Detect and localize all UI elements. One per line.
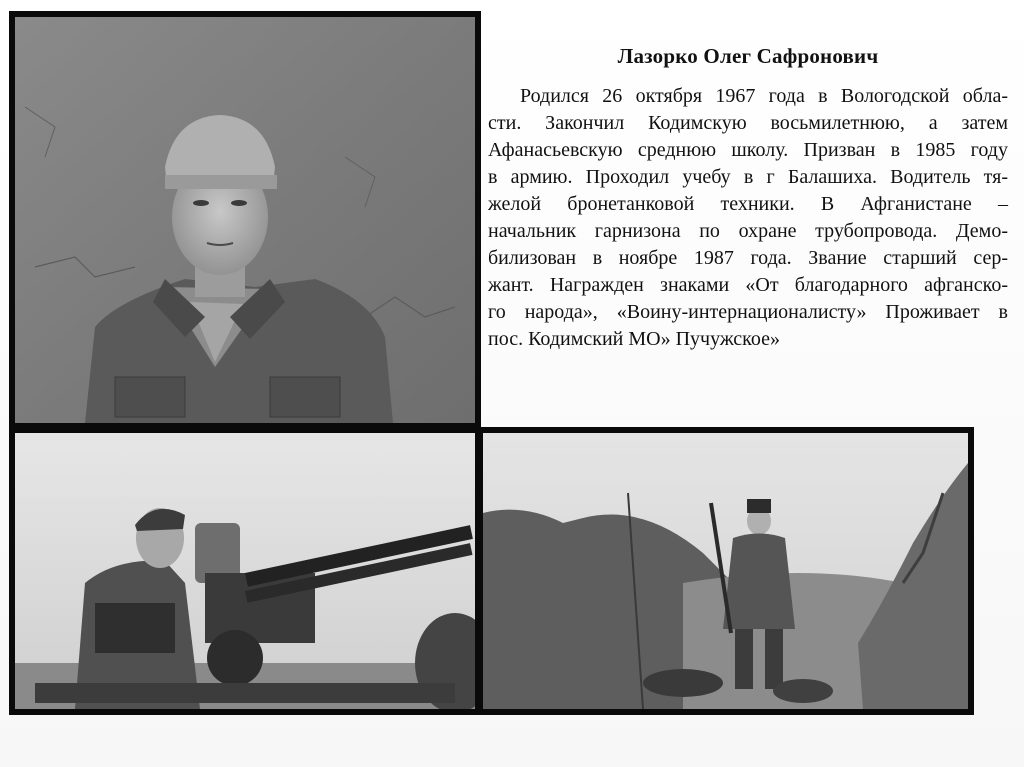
portrait-image: [15, 17, 475, 423]
bio-line: сти. Закончил Кодимскую восьмилетнюю, а затем: [488, 112, 1008, 134]
person-name: Лазорко Олег Сафронович: [617, 44, 879, 68]
guard-photo: [477, 427, 974, 715]
guard-image: [483, 433, 968, 709]
bio-line: го народа», «Воину-интернационалисту» Проживает в: [488, 301, 1008, 323]
bio-line: жант. Награжден знаками «От благодарного афганско-: [488, 274, 1008, 296]
bio-line: Родился 26 октября 1967 года в Вологодской обла-: [520, 85, 1008, 107]
bio-line: Афанасьевскую среднюю школу. Призван в 1985 году: [488, 139, 1008, 161]
gun-photo: [9, 427, 481, 715]
portrait-photo: [9, 11, 481, 429]
gun-image: [15, 433, 475, 709]
biography: [488, 44, 1008, 353]
bio-line: билизован в ноябре 1987 года. Звание старший сер-: [488, 247, 1008, 269]
bio-line: пос. Кодимский МО» Пучужское»: [488, 328, 781, 350]
bio-line: начальник гарнизона по охране трубопровода. Демо-: [488, 220, 1008, 242]
bio-line: желой бронетанковой техники. В Афганистане –: [488, 193, 1008, 215]
bio-line: в армию. Проходил учебу в г Балашиха. Водитель тя-: [488, 166, 1008, 188]
biography-text: [488, 83, 1008, 353]
